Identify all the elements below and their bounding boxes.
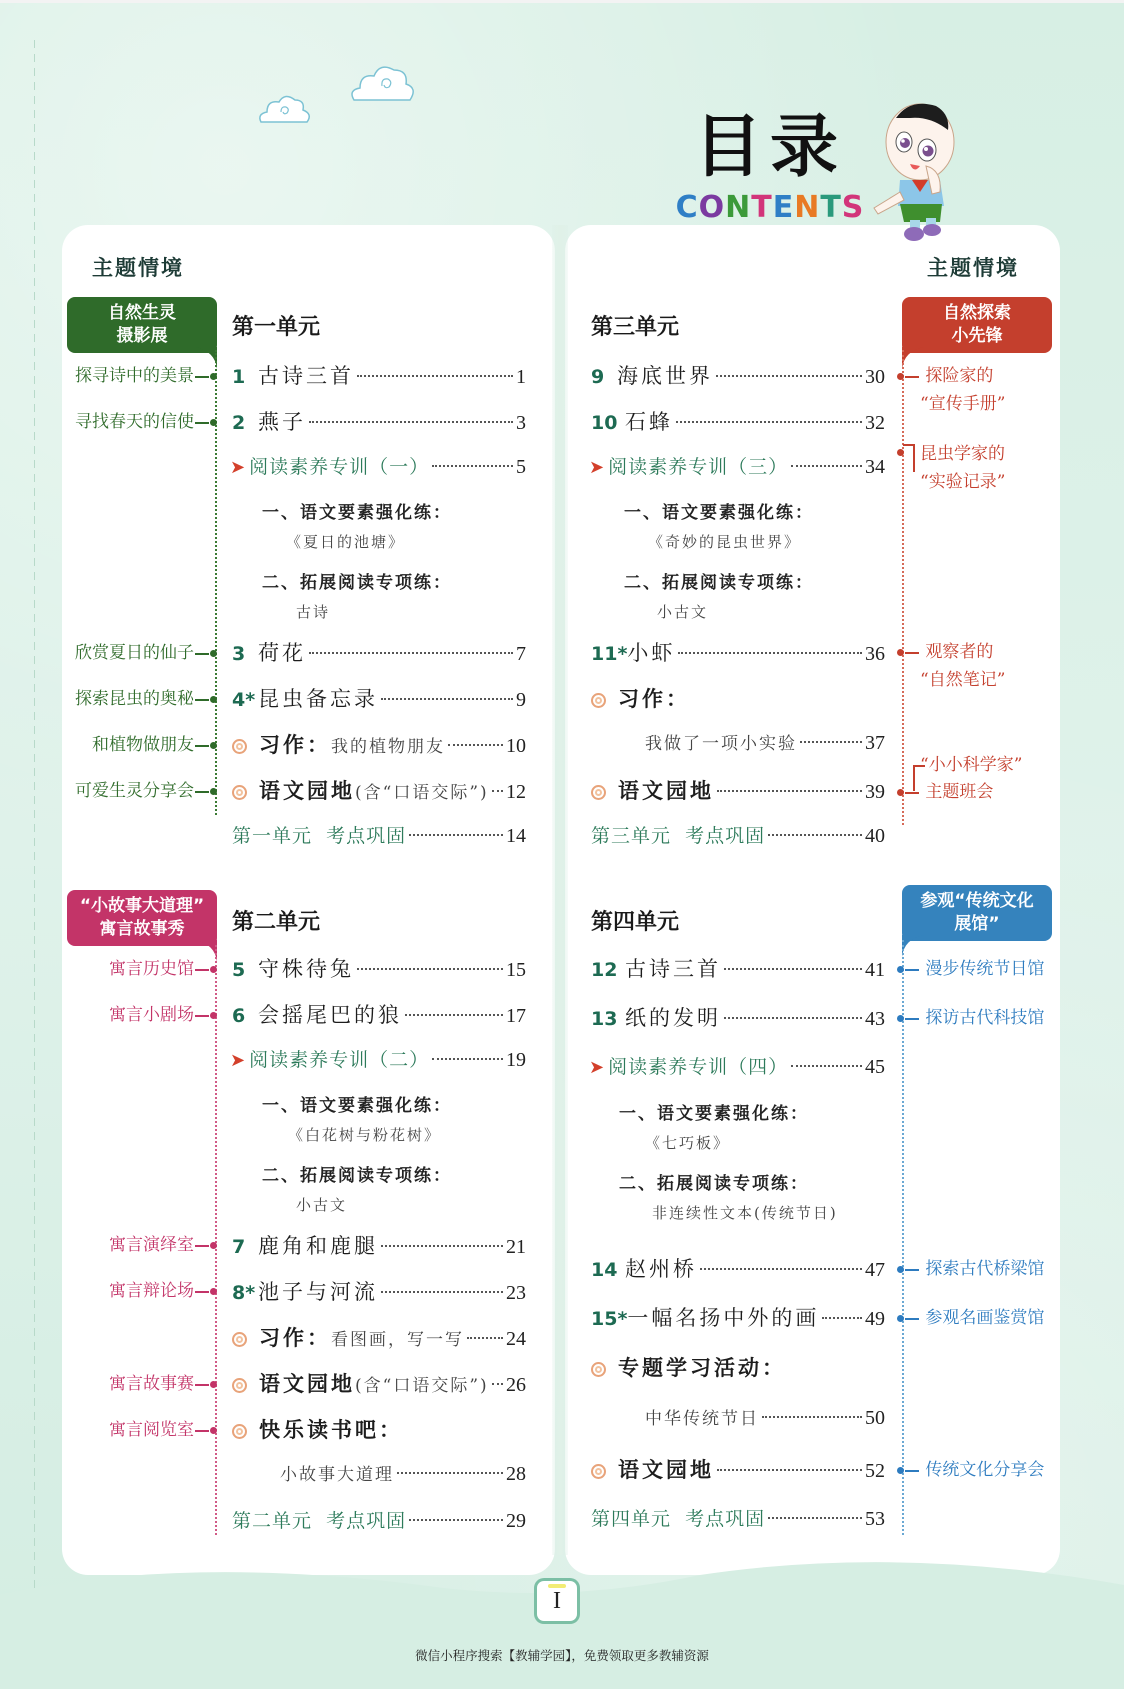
section-title: 快乐读书吧： (259, 1417, 403, 1442)
topic-item[interactable] (897, 1306, 1044, 1330)
toc-entry[interactable] (591, 775, 885, 805)
page-number: 26 (506, 1374, 526, 1396)
topic-label: 探索古代桥梁馆 (925, 1259, 1045, 1279)
toc-entry-review[interactable] (591, 1504, 885, 1534)
ring-bullet-icon (232, 739, 247, 754)
toc-entry[interactable] (591, 637, 885, 667)
page-number: 23 (506, 1282, 526, 1304)
dot-leader (309, 652, 513, 654)
lesson-number: 9 (591, 366, 605, 388)
lesson-title: 燕子 (258, 410, 306, 434)
dot-leader (467, 1337, 503, 1339)
toc-entry[interactable] (232, 1368, 526, 1398)
topic-label: 传统文化分享会 (925, 1460, 1045, 1480)
page-number: 17 (506, 1005, 526, 1027)
toc-entry[interactable] (232, 953, 526, 983)
toc-entry[interactable] (280, 1460, 526, 1490)
ring-bullet-icon (591, 1362, 606, 1377)
section-subtitle: 看图画，写一写 (331, 1330, 464, 1350)
ring-bullet-icon (232, 1332, 247, 1347)
toc-entry-reading-training[interactable] (230, 1045, 526, 1075)
toc-entry-reading-training[interactable] (589, 452, 885, 482)
toc-entry[interactable] (591, 406, 885, 436)
toc-entry[interactable] (232, 999, 526, 1029)
section-subtitle: (含“口语交际”) (355, 1376, 489, 1396)
page-number: 32 (865, 412, 885, 434)
dot-leader (309, 421, 513, 423)
topic-item[interactable] (109, 1003, 217, 1027)
lesson-number: 7 (232, 1236, 246, 1258)
topic-item[interactable] (75, 410, 217, 434)
topic-label: 寓言故事赛 (109, 1374, 194, 1394)
topic-item[interactable] (92, 733, 217, 757)
lesson-title: 会摇尾巴的狼 (258, 1003, 402, 1027)
theme-tag-unit4 (902, 885, 1052, 941)
subtitle-letter: O (698, 190, 726, 225)
page-number-badge (534, 1578, 580, 1624)
dot-leader (700, 1268, 862, 1270)
dot-leader (381, 1245, 503, 1247)
dot-leader (724, 1017, 862, 1019)
topic-label: 和植物做朋友 (92, 735, 194, 755)
subtitle-letter: N (794, 190, 821, 225)
toc-entry[interactable] (232, 1322, 526, 1352)
connector-line-unit3 (902, 350, 904, 825)
topic-item[interactable] (109, 1418, 217, 1442)
toc-entry[interactable] (232, 637, 526, 667)
lesson-title: 古诗三首 (625, 957, 721, 981)
ring-bullet-icon (232, 1378, 247, 1393)
cloud-icon (255, 92, 315, 132)
section-title: 习作： (259, 1325, 331, 1350)
topic-label: 主题班会 (925, 782, 994, 802)
topic-label: 探寻诗中的美景 (75, 366, 194, 386)
topic-item[interactable] (109, 957, 217, 981)
lesson-number: 11* (591, 643, 628, 665)
review-title: 第二单元 考点巩固 (232, 1510, 407, 1532)
topic-label: 探险家的 (925, 366, 994, 386)
exercise-item: 小古文 (657, 603, 709, 621)
dot-leader (492, 1383, 503, 1385)
toc-entry[interactable] (232, 729, 526, 759)
reading-training-title: 阅读素养专训（一） (249, 456, 430, 478)
topic-item[interactable] (75, 364, 217, 388)
dot-leader (397, 1472, 503, 1474)
topic-label: 探索昆虫的奥秘 (75, 689, 194, 709)
lesson-number: 14 (591, 1259, 618, 1281)
subtitle-letter: E (772, 190, 795, 225)
theme-tag-unit1 (67, 297, 217, 353)
ring-bullet-icon (232, 785, 247, 800)
lesson-number: 5 (232, 959, 246, 981)
toc-entry[interactable] (645, 1404, 885, 1434)
page-number: 14 (506, 825, 526, 847)
page-title: 目录 (693, 108, 846, 187)
topic-label: 寓言历史馆 (109, 959, 194, 979)
topic-label-cont: “实验记录” (920, 472, 1006, 492)
dot-leader (492, 790, 503, 792)
topic-label: 可爱生灵分享会 (75, 781, 194, 801)
theme-tag-line2: 摄影展 (116, 326, 168, 346)
dot-leader (762, 1416, 862, 1418)
page-number: 49 (865, 1308, 885, 1330)
dot-leader (676, 421, 862, 423)
dot-leader (822, 1317, 862, 1319)
subtitle-letter: T (751, 190, 773, 225)
page-number: 50 (865, 1407, 885, 1429)
exercise-item: 《白花树与粉花树》 (288, 1126, 442, 1144)
lesson-number: 13 (591, 1008, 618, 1030)
lesson-title: 纸的发明 (625, 1006, 721, 1030)
theme-tag-line1: 自然生灵 (108, 303, 176, 323)
page-number: 12 (506, 781, 526, 803)
exercise-label: 二、拓展阅读专项练： (619, 1174, 809, 1194)
lesson-number: 3 (232, 643, 246, 665)
page-number: 3 (516, 412, 526, 434)
topic-item[interactable] (897, 364, 993, 388)
toc-entry[interactable] (232, 360, 526, 390)
unit-title: 第二单元 (232, 910, 321, 935)
dot-leader (409, 1519, 503, 1521)
subtitle-letter: S (841, 190, 865, 225)
dot-leader (717, 790, 862, 792)
page-number: 39 (865, 781, 885, 803)
dot-leader (800, 741, 862, 743)
dot-leader (448, 744, 503, 746)
section-subtitle: (含“口语交际”) (355, 783, 489, 803)
review-title: 第四单元 考点巩固 (591, 1508, 766, 1530)
topic-label: 寓言演绎室 (109, 1235, 194, 1255)
theme-tag-line2: 寓言故事秀 (99, 919, 185, 939)
section-subtitle: 小故事大道理 (280, 1465, 394, 1485)
dot-leader (678, 652, 862, 654)
topic-item[interactable] (897, 1006, 1044, 1030)
review-title: 第一单元 考点巩固 (232, 825, 407, 847)
dot-leader (768, 834, 862, 836)
exercise-label: 一、语文要素强化练： (619, 1104, 809, 1124)
cloud-icon (348, 62, 420, 110)
tag-tail (902, 935, 924, 957)
topic-label: “小小科学家” (920, 755, 1023, 775)
topic-label: 寓言辩论场 (109, 1281, 194, 1301)
topic-item[interactable] (109, 1233, 217, 1257)
toc-entry[interactable] (591, 1454, 885, 1484)
section-subtitle: 中华传统节日 (645, 1409, 759, 1429)
lesson-number: 1 (232, 366, 246, 388)
page-number: 37 (865, 732, 885, 754)
page-number: 34 (865, 456, 885, 478)
lesson-number: 10 (591, 412, 618, 434)
section-title: 语文园地 (259, 778, 355, 803)
lesson-title: 一幅名扬中外的画 (627, 1306, 820, 1330)
theme-heading-left: 主题情境 (92, 256, 184, 280)
topic-label: 寻找春天的信使 (75, 412, 194, 432)
page-number-label: I (537, 1581, 577, 1621)
topic-item[interactable] (75, 687, 217, 711)
mascot-boy-illustration (870, 96, 980, 246)
toc-entry[interactable] (232, 1414, 526, 1444)
section-title: 语文园地 (618, 1457, 714, 1482)
exercise-item: 《七巧板》 (645, 1134, 731, 1152)
ring-bullet-icon (232, 1424, 247, 1439)
toc-entry[interactable] (232, 683, 526, 713)
lesson-number: 15* (591, 1308, 628, 1330)
topic-item[interactable] (897, 1257, 1044, 1281)
page-number: 15 (506, 959, 526, 981)
topic-label: 漫步传统节日馆 (925, 959, 1045, 979)
red-arrow-icon: ➤ (230, 1050, 246, 1071)
exercise-label: 二、拓展阅读专项练： (262, 1166, 452, 1186)
lesson-number: 2 (232, 412, 246, 434)
theme-heading-right: 主题情境 (927, 256, 1019, 280)
dot-leader (724, 968, 862, 970)
topic-label: 欣赏夏日的仙子 (75, 643, 194, 663)
page-number: 7 (516, 643, 526, 665)
page-number: 19 (506, 1049, 526, 1071)
dot-leader (791, 1065, 862, 1067)
dot-leader (405, 1014, 503, 1016)
lesson-title: 荷花 (258, 641, 306, 665)
toc-entry[interactable] (591, 683, 885, 713)
page-number: 53 (865, 1508, 885, 1530)
lesson-number: 12 (591, 959, 618, 981)
topic-label: 参观名画鉴赏馆 (925, 1308, 1045, 1328)
subtitle-letter: C (675, 190, 699, 225)
topic-item[interactable] (897, 957, 1044, 981)
page-number: 36 (865, 643, 885, 665)
section-title: 语文园地 (618, 778, 714, 803)
theme-tag-unit2 (67, 890, 217, 946)
topic-item[interactable] (75, 641, 217, 665)
exercise-item: 古诗 (296, 603, 331, 621)
toc-entry-reading-training[interactable] (230, 452, 526, 482)
page-number: 21 (506, 1236, 526, 1258)
topic-item[interactable] (75, 779, 217, 803)
topic-bracket (903, 444, 915, 472)
page-number: 45 (865, 1056, 885, 1078)
toc-entry[interactable] (232, 1276, 526, 1306)
lesson-number: 8* (232, 1282, 256, 1304)
dot-leader (381, 698, 513, 700)
theme-tag-unit3 (902, 297, 1052, 353)
subtitle-letter: T (820, 190, 842, 225)
page-top-edge (0, 0, 1124, 3)
theme-tag-line1: 自然探索 (943, 303, 1011, 323)
margin-guide-line (34, 40, 35, 1640)
page-number: 28 (506, 1463, 526, 1485)
dot-leader (357, 968, 503, 970)
unit-title: 第四单元 (591, 910, 680, 935)
topic-label: 寓言阅览室 (109, 1420, 194, 1440)
page-number: 1 (516, 366, 526, 388)
dot-leader (717, 1469, 862, 1471)
page-number: 47 (865, 1259, 885, 1281)
exercise-item: 《奇妙的昆虫世界》 (648, 533, 802, 551)
title-block (670, 108, 870, 226)
red-arrow-icon: ➤ (230, 457, 246, 478)
page-number: 29 (506, 1510, 526, 1532)
section-title: 习作： (259, 732, 331, 757)
ring-bullet-icon (591, 693, 606, 708)
section-subtitle: 我的植物朋友 (331, 737, 445, 757)
page-number: 9 (516, 689, 526, 711)
toc-entry[interactable] (591, 1002, 885, 1032)
red-arrow-icon: ➤ (589, 457, 605, 478)
dot-leader (716, 375, 862, 377)
topic-label-cont: “宣传手册” (920, 394, 1006, 414)
dot-leader (357, 375, 513, 377)
toc-entry-review[interactable] (232, 821, 526, 851)
lesson-title: 小虾 (627, 641, 676, 665)
toc-entry[interactable] (591, 1302, 885, 1332)
section-subtitle: 我做了一项小实验 (645, 734, 797, 754)
reading-training-title: 阅读素养专训（四） (608, 1056, 789, 1078)
lesson-title: 石蜂 (625, 410, 673, 434)
page-number: 43 (865, 1008, 885, 1030)
toc-entry[interactable] (591, 953, 885, 983)
exercise-label: 一、语文要素强化练： (262, 503, 452, 523)
exercise-item: 小古文 (296, 1196, 348, 1214)
exercise-label: 一、语文要素强化练： (624, 503, 814, 523)
unit-title: 第三单元 (591, 315, 680, 340)
reading-training-title: 阅读素养专训（三） (608, 456, 789, 478)
dot-leader (381, 1291, 503, 1293)
reading-training-title: 阅读素养专训（二） (249, 1049, 430, 1071)
topic-label: 寓言小剧场 (109, 1005, 194, 1025)
toc-entry-reading-training[interactable] (589, 1052, 885, 1082)
exercise-item: 非连续性文本(传统节日) (652, 1204, 838, 1222)
topic-label: 探访古代科技馆 (925, 1008, 1045, 1028)
topic-label-cont: “自然笔记” (920, 670, 1006, 690)
lesson-number: 4* (232, 689, 256, 711)
topic-item[interactable] (109, 1372, 217, 1396)
dot-leader (791, 465, 862, 467)
topic-label: 观察者的 (925, 642, 994, 662)
review-title: 第三单元 考点巩固 (591, 825, 766, 847)
topic-item[interactable] (897, 1458, 1044, 1482)
lesson-title: 守株待兔 (258, 957, 354, 981)
lesson-title: 鹿角和鹿腿 (258, 1234, 378, 1258)
theme-tag-line1: “小故事大道理” (79, 896, 205, 916)
page-number: 30 (865, 366, 885, 388)
lesson-title: 古诗三首 (258, 364, 354, 388)
section-title: 专题学习活动： (618, 1355, 786, 1380)
toc-entry[interactable] (591, 1352, 885, 1382)
toc-entry[interactable] (645, 729, 885, 759)
page-number: 10 (506, 735, 526, 757)
column-separator (552, 225, 568, 1555)
toc-entry-review[interactable] (232, 1506, 526, 1536)
unit-title: 第一单元 (232, 315, 321, 340)
toc-entry[interactable] (591, 360, 885, 390)
toc-entry[interactable] (232, 406, 526, 436)
subtitle-letter: N (725, 190, 752, 225)
lesson-title: 池子与河流 (258, 1280, 378, 1304)
toc-entry[interactable] (591, 1253, 885, 1283)
section-title: 习作： (618, 686, 690, 711)
page-subtitle (670, 190, 870, 226)
lesson-number: 6 (232, 1005, 246, 1027)
exercise-label: 二、拓展阅读专项练： (624, 573, 814, 593)
exercise-label: 二、拓展阅读专项练： (262, 573, 452, 593)
page-number: 24 (506, 1328, 526, 1350)
theme-tag-line2: 小先锋 (951, 326, 1003, 346)
toc-entry-review[interactable] (591, 821, 885, 851)
lesson-title: 赵州桥 (625, 1257, 697, 1281)
exercise-item: 《夏日的池塘》 (286, 533, 406, 551)
exercise-label: 一、语文要素强化练： (262, 1096, 452, 1116)
dot-leader (432, 465, 513, 467)
topic-item[interactable] (897, 780, 993, 804)
toc-entry[interactable] (232, 775, 526, 805)
theme-tag-line2: 展馆” (954, 914, 1000, 934)
section-title: 语文园地 (259, 1371, 355, 1396)
footer-note: 微信小程序搜索【教辅学园】，免费领取更多教辅资源 (415, 1648, 709, 1663)
page-number: 40 (865, 825, 885, 847)
page-number: 5 (516, 456, 526, 478)
dot-leader (432, 1058, 503, 1060)
lesson-title: 海底世界 (617, 364, 713, 388)
theme-tag-line1: 参观“传统文化 (920, 891, 1034, 911)
ring-bullet-icon (591, 1464, 606, 1479)
topic-item[interactable] (897, 640, 993, 664)
ring-bullet-icon (591, 785, 606, 800)
toc-entry[interactable] (232, 1230, 526, 1260)
dot-leader (768, 1517, 862, 1519)
page-number: 41 (865, 959, 885, 981)
lesson-title: 昆虫备忘录 (258, 687, 378, 711)
page-number: 52 (865, 1460, 885, 1482)
dot-leader (409, 834, 503, 836)
topic-item[interactable] (109, 1279, 217, 1303)
topic-label: 昆虫学家的 (920, 444, 1005, 464)
red-arrow-icon: ➤ (589, 1057, 605, 1078)
